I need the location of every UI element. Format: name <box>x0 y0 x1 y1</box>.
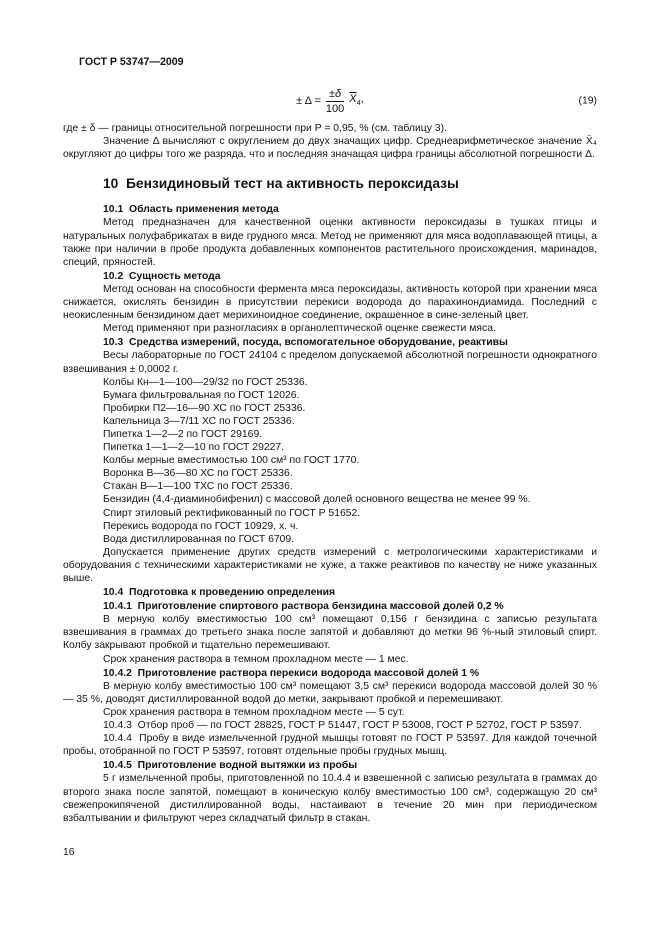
item-dropper: Капельница 3—7/11 ХС по ГОСТ 25336. <box>103 415 295 427</box>
paragraph-10-4-3: 10.4.3 Отбор проб — по ГОСТ 28825, ГОСТ Р 51447, ГОСТ Р 53008, ГОСТ Р 52702, ГОСТ Р 53597. <box>103 720 582 732</box>
document-body <box>63 122 597 825</box>
item-ethanol: Спирт этиловый ректификованный по ГОСТ Р 51652. <box>103 507 361 519</box>
where-clause: где ± δ — границы относительной погрешности при P = 0,95, % (см. таблицу 3). <box>63 123 447 135</box>
paragraph-10-4-4: 10.4.4 Пробу в виде измельченной грудной мышцы готовят по ГОСТ Р 53597. Для каждой точечной пробы, отобранной по ГОСТ Р 53597, готовят отдельные пробы грудных мышц. <box>63 733 597 758</box>
formula-lhs: ± Δ = <box>296 94 321 107</box>
item-test-tubes: Пробирки П2—16—90 ХС по ГОСТ 25336. <box>103 402 306 414</box>
paragraph-storage-1: Срок хранения раствора в темном прохладном месте — 1 мес. <box>103 653 409 665</box>
formula-19 <box>296 88 364 115</box>
item-pipette-1: Пипетка 1—2—2 по ГОСТ 29169. <box>103 428 263 440</box>
item-volumetric-flasks: Колбы мерные вместимостью 100 см³ по ГОСТ 1770. <box>103 455 360 467</box>
item-filter-paper: Бумага фильтровальная по ГОСТ 12026. <box>103 389 300 401</box>
paragraph-10-4-5: 5 г измельченной пробы, приготовленной по 10.4.4 и взвешенной с записью результата в граммах до второго знака после запятой, помещают в коническую колбу вместимостью 100 см³, содержащую 20 см³ свежепрокипяченой дистиллированной воды, настаивают в течение 20 мин при периодическом взбалтывании и фильтруют через складчатый фильтр в стакан. <box>63 773 597 824</box>
heading-10-4-5: 10.4.5 Приготовление водной вытяжки из пробы <box>103 760 358 772</box>
running-header: ГОСТ Р 53747—2009 <box>79 56 184 68</box>
paragraph-10-4-1: В мерную колбу вместимостью 100 см³ помещают 0,156 г бензидина с записью результата взвешивания в граммах до третьего знака после запятой и добавляют до метки 96 %-ный этиловый спирт. Колбу закрывают пробкой и тщательно перемешивают. <box>63 614 597 652</box>
item-peroxide: Перекись водорода по ГОСТ 10929, х. ч. <box>103 520 299 532</box>
paragraph-storage-2: Срок хранения раствора в темном прохладном месте — 5 сут. <box>103 706 405 718</box>
formula-fraction <box>326 88 344 115</box>
page-number: 16 <box>63 847 75 858</box>
paragraph-essence-1: Метод основан на способности фермента мяса пероксидазы, активность которой при хранении мяса снижается, окислять бензидин в присутствии перекиси водорода до парахинондиамида. Последний с неокисленным бензидином дает мерихиноидное соединение, окрашенное в сине-зеленый цвет. <box>63 283 597 322</box>
item-benzidine: Бензидин (4,4-диаминобифенил) с массовой долей основного вещества не менее 99 %. <box>103 494 531 506</box>
formula-row <box>63 85 597 117</box>
formula-numerator: ±δ <box>326 88 344 102</box>
paragraph-rounding: Значение Δ вычисляют с округлением до двух значащих цифр. Среднеарифметическое значение X̄₄ округляют до цифры того же разряда, что и последняя значащая цифра границы абсолютной погрешности Δ. <box>63 136 597 161</box>
item-beaker: Стакан В—1—100 ТХС по ГОСТ 25336. <box>103 481 293 493</box>
heading-10-1: 10.1 Область применения метода <box>103 204 279 216</box>
formula-denominator: 100 <box>325 102 345 115</box>
item-flasks: Колбы Кн—1—100—29/32 по ГОСТ 25336. <box>103 376 308 388</box>
heading-10-4-1: 10.4.1 Приготовление спиртового раствора бензидина массовой долей 0,2 % <box>103 601 504 613</box>
heading-10-3: 10.3 Средства измерений, посуда, вспомогательное оборудование, реактивы <box>103 337 508 349</box>
equation-number: (19) <box>578 95 597 107</box>
formula-mean-symbol: $\overline{X}_4$, <box>349 92 364 108</box>
heading-10-4: 10.4 Подготовка к проведению определения <box>103 587 336 599</box>
item-scales: Весы лабораторные по ГОСТ 24104 с пределом допускаемой абсолютной погрешности однократного взвешивания ± 0,0002 г. <box>63 350 597 375</box>
item-pipette-2: Пипетка 1—1—2—10 по ГОСТ 29227. <box>103 442 285 454</box>
heading-10-4-2: 10.4.2 Приготовление раствора перекиси водорода массовой долей 1 % <box>103 667 480 679</box>
item-water: Вода дистиллированная по ГОСТ 6709. <box>103 533 295 545</box>
item-funnel: Воронка В—36—80 ХС по ГОСТ 25336. <box>103 468 293 480</box>
paragraph-scope: Метод предназначен для качественной оценки активности пероксидазы в тушках птицы и натуральных полуфабрикатах в виде грудного мяса. Метод не применяют для мяса водоплавающей птицы, а также при наличии в пробе продукта добавленных компонентов растительного происхождения, маринадов, специй, пряностей. <box>63 217 597 268</box>
section-10-title: 10 Бензидиновый тест на активность пероксидазы <box>103 176 459 192</box>
paragraph-10-4-2: В мерную колбу вместимостью 100 см³ помещают 3,5 см³ перекиси водорода массовой долей 30 % — 35 %, доводят дистиллированной водой до метки, закрывают пробкой и перемешивают. <box>63 680 597 705</box>
paragraph-equivalents: Допускается применение других средств измерений с метрологическими характеристиками и оборудования с техническими характеристиками не хуже, а также реактивов по качеству не ниже указанных выше. <box>63 546 597 584</box>
paragraph-essence-2: Метод применяют при разногласиях в органолептической оценке свежести мяса. <box>103 323 496 335</box>
heading-10-2: 10.2 Сущность метода <box>103 270 221 282</box>
